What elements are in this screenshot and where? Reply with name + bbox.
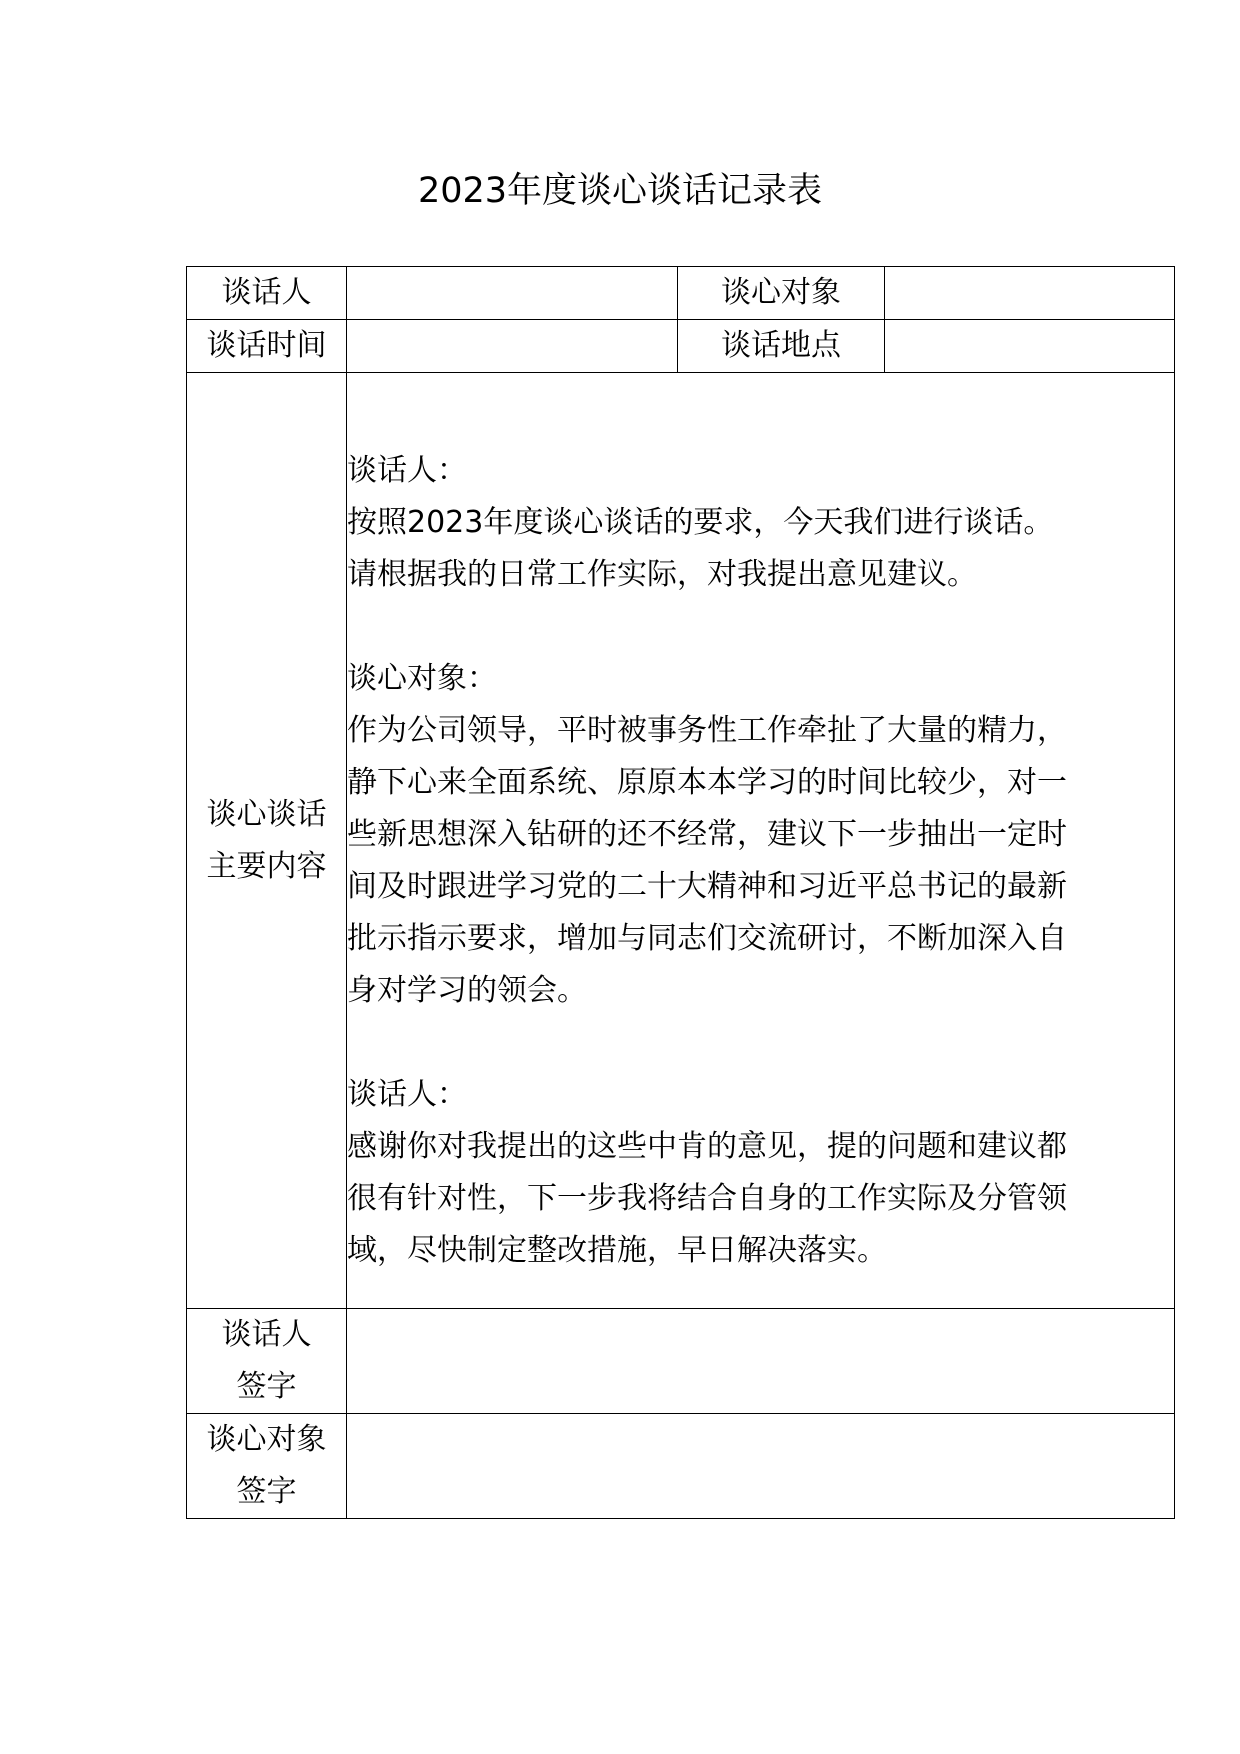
content-line: 请根据我的日常工作实际，对我提出意见建议。 (347, 556, 977, 592)
conversation-text (347, 405, 1174, 1277)
table-row-talker (187, 267, 1175, 320)
target-signature-label (187, 1414, 347, 1519)
target-signature-field[interactable] (347, 1414, 1175, 1519)
talker-signature-label-line1: 谈话人 (221, 1317, 312, 1352)
speaker-talker-2: 谈话人： (347, 1076, 467, 1112)
main-content-body[interactable] (347, 373, 1175, 1309)
target-signature-label-line2: 签字 (236, 1474, 297, 1509)
target-signature-label-line1: 谈心对象 (206, 1422, 327, 1457)
talk-time-value-field[interactable] (347, 320, 678, 373)
table-row-talker-signature (187, 1309, 1175, 1414)
talk-place-label: 谈话地点 (678, 320, 885, 373)
table-row-target-signature (187, 1414, 1175, 1519)
speaker-talker-1: 谈话人： (347, 452, 467, 488)
talk-target-value-field[interactable] (885, 267, 1175, 320)
content-line: 间及时跟进学习党的二十大精神和习近平总书记的最新 (347, 868, 1067, 904)
main-content-label (187, 373, 347, 1309)
content-line: 静下心来全面系统、原原本本学习的时间比较少，对一 (347, 764, 1067, 800)
talk-time-label: 谈话时间 (187, 320, 347, 373)
talker-label: 谈话人 (187, 267, 347, 320)
content-line: 很有针对性，下一步我将结合自身的工作实际及分管领 (347, 1180, 1067, 1216)
main-content-label-line2: 主要内容 (206, 848, 327, 884)
talker-value-field[interactable] (347, 267, 678, 320)
talker-signature-label-line2: 签字 (236, 1369, 297, 1404)
talk-place-value-field[interactable] (885, 320, 1175, 373)
table-row-time-place (187, 320, 1175, 373)
content-line: 域，尽快制定整改措施，早日解决落实。 (347, 1232, 887, 1268)
content-line: 感谢你对我提出的这些中肯的意见，提的问题和建议都 (347, 1128, 1067, 1164)
record-table (186, 266, 1175, 1519)
talk-target-label: 谈心对象 (678, 267, 885, 320)
content-line: 身对学习的领会。 (347, 972, 587, 1008)
paragraph-gap (347, 601, 1174, 653)
speaker-target: 谈心对象： (347, 660, 497, 696)
content-line: 作为公司领导，平时被事务性工作牵扯了大量的精力， (347, 712, 1067, 748)
content-line: 些新思想深入钻研的还不经常，建议下一步抽出一定时 (347, 816, 1067, 852)
paragraph-gap (347, 1017, 1174, 1069)
talker-signature-field[interactable] (347, 1309, 1175, 1414)
content-line: 按照2023年度谈心谈话的要求，今天我们进行谈话。 (347, 504, 1054, 540)
document-title: 2023年度谈心谈话记录表 (417, 171, 823, 211)
main-content-label-line1: 谈心谈话 (206, 796, 327, 832)
content-line: 批示指示要求，增加与同志们交流研讨，不断加深入自 (347, 920, 1067, 956)
table-row-content (187, 373, 1175, 1309)
talker-signature-label (187, 1309, 347, 1414)
